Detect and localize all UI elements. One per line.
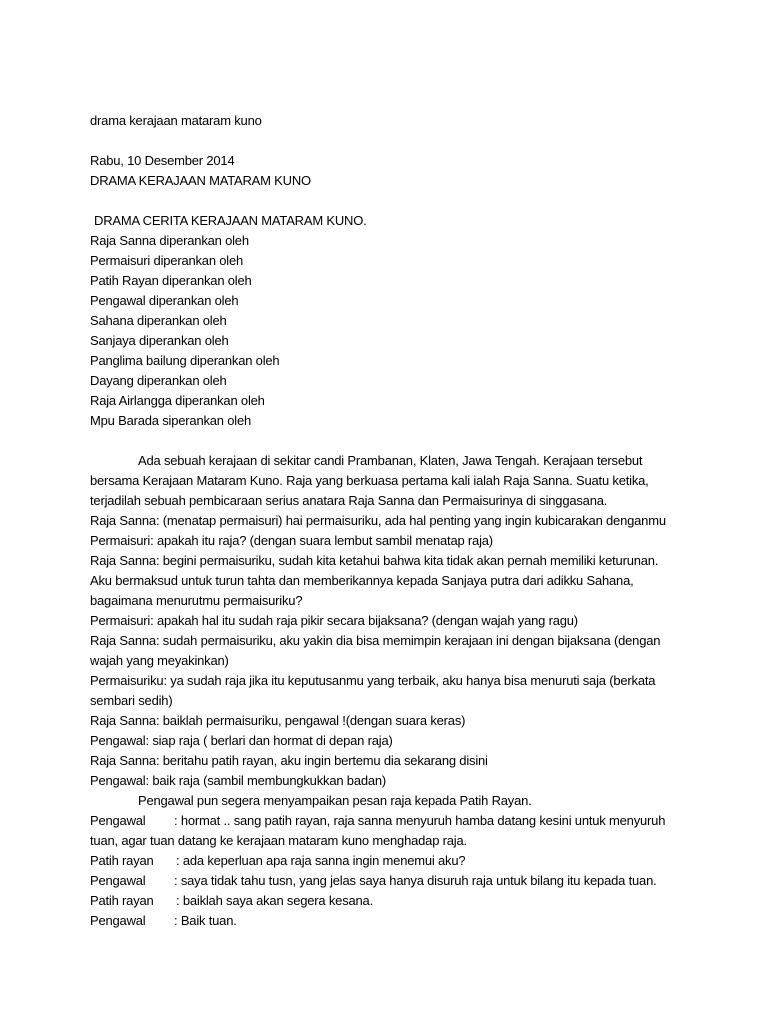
spacer xyxy=(90,431,710,451)
speaker-name: Pengawal xyxy=(90,873,146,888)
dialogue-line: Raja Sanna: baiklah permaisuriku, pengawal !(dengan suara keras) xyxy=(90,713,466,728)
dialogue-line: sembari sedih) xyxy=(90,693,173,708)
narration-line: Pengawal pun segera menyampaikan pesan raja kepada Patih Rayan. xyxy=(138,793,532,808)
script-line xyxy=(90,871,710,891)
cast-item: Patih Rayan diperankan oleh xyxy=(90,273,252,288)
document-heading: DRAMA KERAJAAN MATARAM KUNO xyxy=(90,173,311,188)
dialogue-line: bagaimana menurutmu permaisuriku? xyxy=(90,593,303,608)
cast-item: Permaisuri diperankan oleh xyxy=(90,253,244,268)
cast-item: Sanjaya diperankan oleh xyxy=(90,333,229,348)
dialogue-line: Pengawal: siap raja ( berlari dan hormat di depan raja) xyxy=(90,733,393,748)
cast-item: Panglima bailung diperankan oleh xyxy=(90,353,280,368)
document-subheading: DRAMA CERITA KERAJAAN MATARAM KUNO. xyxy=(94,213,367,228)
script-line xyxy=(90,811,710,831)
speaker-name: Patih rayan xyxy=(90,853,154,868)
cast-item: Dayang diperankan oleh xyxy=(90,373,227,388)
speaker-text: : saya tidak tahu tusn, yang jelas saya hanya disuruh raja untuk bilang itu kepada tuan. xyxy=(174,873,657,888)
dialogue-line: Raja Sanna: beritahu patih rayan, aku ingin bertemu dia sekarang disini xyxy=(90,753,488,768)
script-continuation: tuan, agar tuan datang ke kerajaan mataram kuno menghadap raja. xyxy=(90,833,467,848)
speaker-name: Patih rayan xyxy=(90,893,154,908)
dialogue-line: Permaisuri: apakah itu raja? (dengan suara lembut sambil menatap raja) xyxy=(90,533,493,548)
post-date: Rabu, 10 Desember 2014 xyxy=(90,153,235,168)
dialogue-line: Raja Sanna: sudah permaisuriku, aku yakin dia bisa memimpin kerajaan ini dengan bijaksana (dengan xyxy=(90,633,661,648)
speaker-text: : hormat .. sang patih rayan, raja sanna menyuruh hamba datang kesini untuk menyuruh xyxy=(174,813,666,828)
script-line xyxy=(90,851,710,871)
document-title: drama kerajaan mataram kuno xyxy=(90,113,262,128)
intro-line: Ada sebuah kerajaan di sekitar candi Prambanan, Klaten, Jawa Tengah. Kerajaan tersebut xyxy=(138,453,643,468)
dialogue-line: Raja Sanna: (menatap permaisuri) hai permaisuriku, ada hal penting yang ingin kubicarakan denganmu xyxy=(90,513,666,528)
dialogue-line: Permaisuri: apakah hal itu sudah raja pikir secara bijaksana? (dengan wajah yang ragu) xyxy=(90,613,578,628)
speaker-name: Pengawal xyxy=(90,813,146,828)
cast-item: Mpu Barada siperankan oleh xyxy=(90,413,252,428)
cast-item: Raja Sanna diperankan oleh xyxy=(90,233,249,248)
script-line xyxy=(90,891,710,911)
intro-line: terjadilah sebuah pembicaraan serius anatara Raja Sanna dan Permaisurinya di singgasana. xyxy=(90,493,608,508)
speaker-text: : baiklah saya akan segera kesana. xyxy=(176,893,373,908)
dialogue xyxy=(90,511,710,791)
dialogue-line: Aku bermaksud untuk turun tahta dan memberikannya kepada Sanjaya putra dari adikku Sahana, xyxy=(90,573,634,588)
dialogue-line: Pengawal: baik raja (sambil membungkukkan badan) xyxy=(90,773,387,788)
speaker-text: : Baik tuan. xyxy=(174,913,237,928)
script-block xyxy=(90,811,710,931)
cast-item: Pengawal diperankan oleh xyxy=(90,293,239,308)
speaker-text: : ada keperluan apa raja sanna ingin menemui aku? xyxy=(176,853,466,868)
intro-paragraph xyxy=(90,451,710,511)
intro-line: bersama Kerajaan Mataram Kuno. Raja yang berkuasa pertama kali ialah Raja Sanna. Suatu ketika, xyxy=(90,473,649,488)
dialogue-line: Raja Sanna: begini permaisuriku, sudah kita ketahui bahwa kita tidak akan pernah memiliki keturunan. xyxy=(90,553,659,568)
document-body xyxy=(90,111,710,931)
speaker-name: Pengawal xyxy=(90,913,146,928)
cast-item: Sahana diperankan oleh xyxy=(90,313,227,328)
cast-item: Raja Airlangga diperankan oleh xyxy=(90,393,265,408)
dialogue-line: wajah yang meyakinkan) xyxy=(90,653,229,668)
dialogue-line: Permaisuriku: ya sudah raja jika itu keputusanmu yang terbaik, aku hanya bisa menuruti saja (berkata xyxy=(90,673,656,688)
spacer xyxy=(90,131,710,151)
cast-list xyxy=(90,231,710,431)
script-line xyxy=(90,911,710,931)
spacer xyxy=(90,191,710,211)
